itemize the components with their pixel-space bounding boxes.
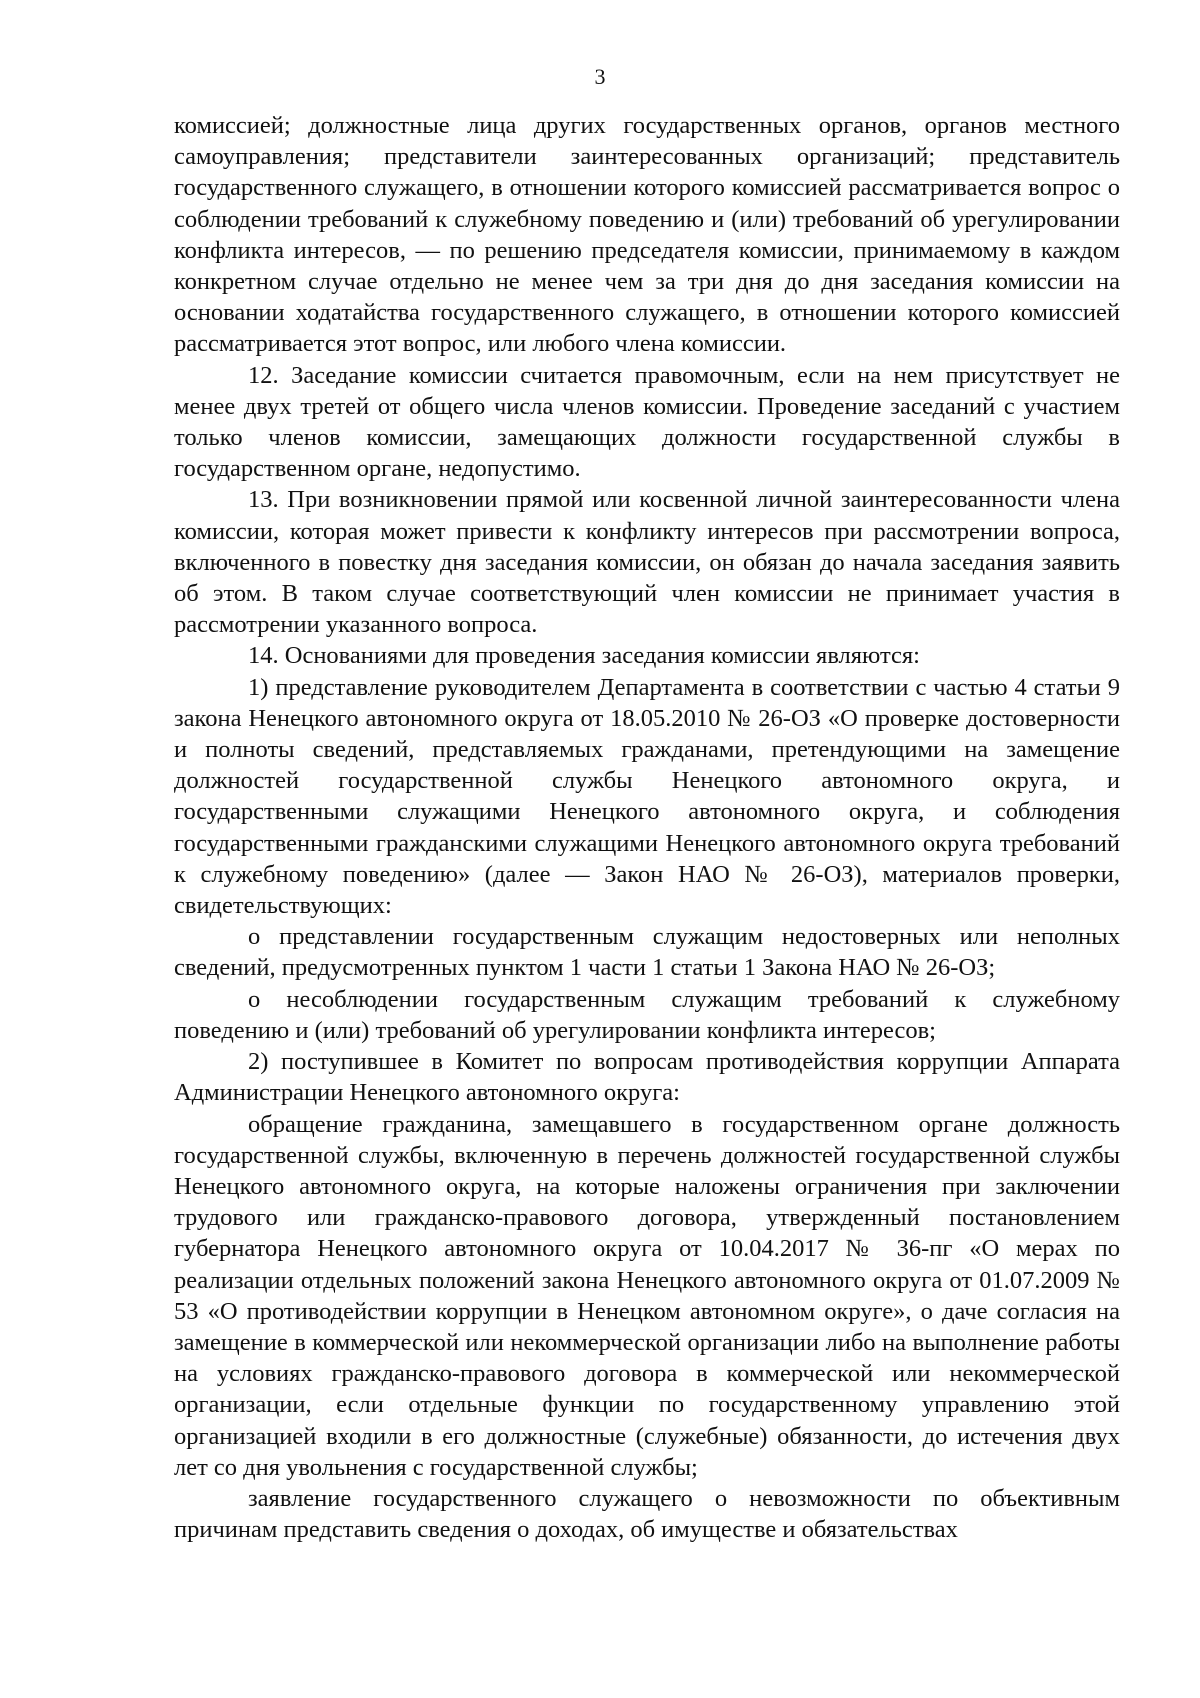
paragraph: о несоблюдении государственным служащим требований к служебному поведению и (или) требований об урегулировании конфликта интересов; — [174, 985, 1120, 1044]
paragraph: 2) поступившее в Комитет по вопросам противодействия коррупции Аппарата Администрации Ненецкого автономного округа: — [174, 1048, 1120, 1107]
paragraph: обращение гражданина, замещавшего в государственном органе должность государственной службы, включенную в перечень должностей государственной службы Ненецкого автономного округа, на которые наложены ограничения при заключении трудового или гражданско-правового договора, утвержденный постановлением губернатора Ненецкого автономного округа от 10.04.2017 № 36-пг «О мерах по реализации отдельных положений закона Ненецкого автономного округа от 01.07.2009 № 53 «О противодействии коррупции в Ненецком автономном округе», о даче согласия на замещение в коммерческой или некоммерческой организации либо на выполнение работы на условиях гражданско-правового договора в коммерческой или некоммерческой организации, если отдельные функции по государственному управлению этой организацией входили в его должностные (служебные) обязанности, до истечения двух лет со дня увольнения с государственной службы; — [174, 1110, 1120, 1481]
paragraph: комиссией; должностные лица других государственных органов, органов местного самоуправления; представители заинтересованных организаций; представитель государственного служащего, в отношении которого комиссией рассматривается вопрос о соблюдении требований к служебному поведению и (или) требований об урегулировании конфликта интересов, — по решению председателя комиссии, принимаемому в каждом конкретном случае отдельно не менее чем за три дня до дня заседания комиссии на основании ходатайства государственного служащего, в отношении которого комиссией рассматривается этот вопрос, или любого члена комиссии. — [174, 112, 1120, 358]
paragraph: 14. Основаниями для проведения заседания комиссии являются: — [248, 642, 920, 670]
paragraph: 1) представление руководителем Департамента в соответствии с частью 4 статьи 9 закона Ненецкого автономного округа от 18.05.2010 № 26-ОЗ «О проверке достоверности и полноты сведений, представляемых гражданами, претендующими на замещение должностей государственной службы Ненецкого автономного округа, и государственными служащими Ненецкого автономного округа, и соблюдения государственными гражданскими служащими Ненецкого автономного округа требований к служебному поведению» (далее — Закон НАО № 26-ОЗ), материалов проверки, свидетельствующих: — [174, 673, 1120, 920]
paragraph: 13. При возникновении прямой или косвенной личной заинтересованности члена комиссии, которая может привести к конфликту интересов при рассмотрении вопроса, включенного в повестку дня заседания комиссии, он обязан до начала заседания заявить об этом. В таком случае соответствующий член комиссии не принимает участия в рассмотрении указанного вопроса. — [174, 486, 1120, 639]
paragraph: заявление государственного служащего о невозможности по объективным причинам представить сведения о доходах, об имуществе и обязательствах — [174, 1484, 1120, 1544]
paragraph: о представлении государственным служащим недостоверных или неполных сведений, предусмотренных пунктом 1 части 1 статьи 1 Закона НАО № 26-ОЗ; — [174, 923, 1120, 982]
paragraph: 12. Заседание комиссии считается правомочным, если на нем присутствует не менее двух третей от общего числа членов комиссии. Проведение заседаний с участием только членов комиссии, замещающих должности государственной службы в государственном органе, недопустимо. — [174, 361, 1120, 483]
page-number: 3 — [594, 64, 606, 89]
document-body — [174, 110, 1120, 1545]
